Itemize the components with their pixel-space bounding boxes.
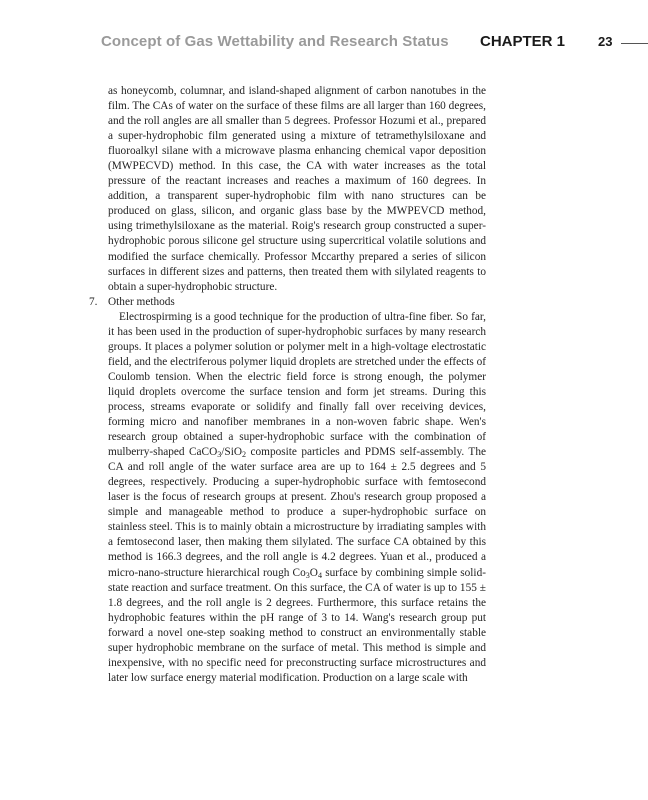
list-number: 7. [89,295,98,308]
text-run: Electrospirming is a good technique for the production of ultra-fine fiber. So far, it has been used in the production of super-hydrophobic surfaces by many research groups. It places a polymer solution or polymer melt in a high-voltage electrostatic field, and the electriferous polymer liquid droplets are stretched under the effects of Coulomb tension. When the electric field force is strong enough, the polymer liquid droplets overcome the surface tension and form jet streams. During this process, streams evaporate or solidify and finally fall over receiving devices, forming micro and nanofiber membranes in a non-woven fabric shape. Wen's research group obtained a super-hydrophobic surface with the combination of mulberry-shaped [108,310,486,459]
formula-part: CaCO [188,446,218,459]
formula-subscript: 3 [305,570,310,580]
chemical-formula [293,567,322,579]
header-rule [621,43,648,44]
formula-subscript: 3 [217,450,222,460]
running-title: Concept of Gas Wettability and Research Status [101,33,449,50]
formula-part: O [309,566,318,579]
list-item-heading [89,295,486,310]
page-number: 23 [598,34,613,49]
body-text [89,84,486,686]
text-run: surface by combining simple solid-state reaction and surface treatment. On this surface, the CA of water is up to 155 ± 1.8 degrees, and the roll angle is 2 degrees. Furthermore, this surface retains the hydrophobic features within the pH range of 3 to 14. Wang's research group put forward a novel one-step soaking method to construct an environmentally stable super hydrophobic membrane on the surface of metal. This method is simple and inexpensive, with no specific need for preconstructing surface microstructures and later low surface energy material modification. Production on a large scale with [108,566,486,684]
running-header [0,33,648,53]
text-run: composite particles and PDMS self-assembly. The CA and roll angle of the water surface area are up to 164 ± 2.5 degrees and 5 degrees, respectively. Producing a super-hydrophobic surface with femtosecond laser is the focus of research groups at present. Zhou's research group proposed a simple and manageable method to produce a super-hydrophobic surface on stainless steel. This is to mainly obtain a microstructure by irradiating samples with a femtosecond laser, then making them silylated. The surface CA obtained by this method is 166.3 degrees, and the roll angle is 4.2 degrees. Yuan et al., produced a micro-nano-structure hierarchical rough [108,446,486,579]
formula-subscript: 4 [317,570,323,580]
paragraph-continued: as honeycomb, columnar, and island-shaped alignment of carbon nanotubes in the film. The CAs of water on the surface of these films are all larger than 160 degrees, and the roll angles are all smaller than 5 degrees. Professor Hozumi et al., prepared a super-hydrophobic film generated using a mixture of tetramethylsiloxane and fluoroalkyl silane with a microwave plasma enhancing chemical vapor deposition (MWPECVD) method. In this case, the CA with water increases as the total pressure of the reactant increases and reaches a maximum of 160 degrees. In addition, a transparent super-hydrophobic film with nano structures can be produced on glass, silicon, and organic glass base by the MWPEVCD method, using trimethylsiloxane as the material. Roig's research group constructed a super-hydrophobic porous silicone gel structure using supercritical volatile solutions and modified the surface chemically. Professor Mccarthy prepared a series of silicon surfaces in different sizes and patterns, then treated them with silylated reagents to obtain a super-hydrophobic structure. [108,85,486,293]
paragraph-other-methods [108,310,486,686]
formula-subscript: 2 [242,450,247,460]
list-title: Other methods [108,295,175,308]
formula-part: Co [292,566,306,579]
formula-part: /SiO [221,446,243,459]
chemical-formula [189,446,246,458]
chapter-label: CHAPTER 1 [480,33,566,50]
